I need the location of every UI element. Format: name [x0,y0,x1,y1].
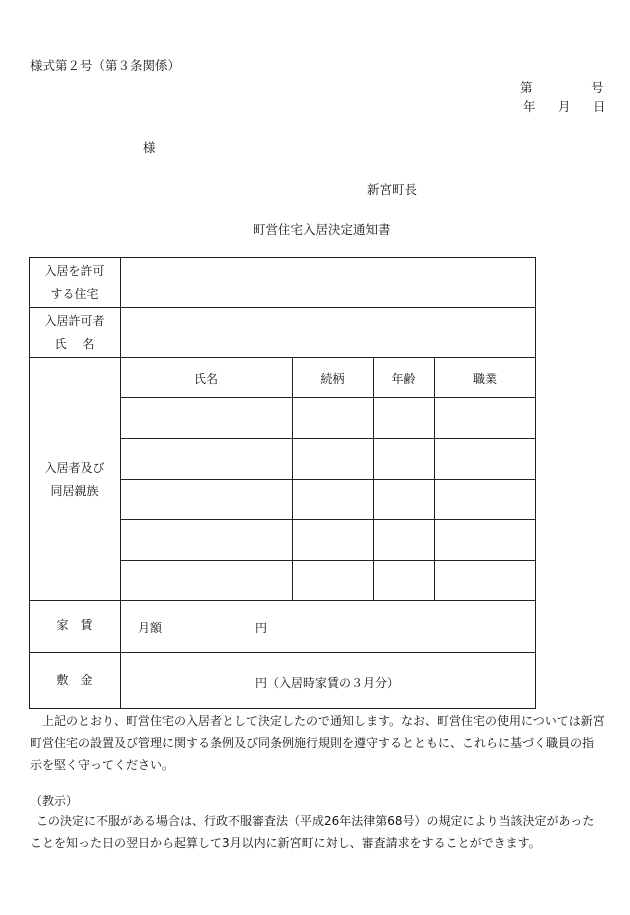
table-divider [29,357,536,358]
family-label [30,457,119,503]
permittee-label-line1: 入居許可者 [44,314,105,328]
sender-name: 新宮町長 [367,182,418,197]
table-divider [434,357,435,600]
family-label-line2: 同居親族 [50,484,99,498]
deposit-label: 敷 金 [56,673,93,687]
notice-body: 上記のとおり、町営住宅の入居者として決定したので通知します。なお、町営住宅の使用については新宮町営住宅の設置及び管理に関する条例及び同条例施行規則を遵守するとともに、これらに基づく職員の指示を堅く守ってください。 [30,714,605,772]
document-title: 町営住宅入居決定通知書 [253,222,391,237]
instruction-heading: （教示） [30,794,79,808]
residence-label [30,260,119,306]
document-number-prefix: 第 [520,80,533,95]
form-number: 様式第２号（第３条関係） [30,58,181,73]
column-name: 氏名 [193,372,218,386]
column-relationship: 続柄 [320,372,345,386]
family-label-line1: 入居者及び [44,461,105,475]
table-divider [29,307,536,308]
residence-label-line1: 入居を許可 [44,264,105,278]
table-divider [120,519,536,520]
table-divider [120,397,536,398]
addressee-honorific: 様 [143,140,156,155]
table-divider [29,652,536,653]
date-day: 日 [593,99,606,114]
table-divider [120,257,121,709]
table-divider [120,560,536,561]
table-divider [120,438,536,439]
rent-label: 家 賃 [56,618,93,632]
deposit-text: 円（入居時家賃の３月分） [255,676,400,690]
rent-monthly-label: 月額 [138,621,163,635]
column-age: 年齢 [391,372,416,386]
instruction-text: この決定に不服がある場合は、行政不服審査法（平成26年法律第68号）の規定により当該決定があったことを知った日の翌日から起算して3月以内に新宮町に対し、審査請求をすることができます。 [30,814,595,850]
residence-label-line2: する住宅 [50,287,99,301]
table-divider [120,479,536,480]
document-number-suffix: 号 [591,80,604,95]
permittee-label-line2: 氏 名 [54,337,95,351]
table-divider [373,357,374,600]
rent-yen-label: 円 [255,621,268,635]
date-month: 月 [558,99,571,114]
column-occupation: 職業 [472,372,497,386]
permittee-label [30,310,119,356]
table-divider [29,600,536,601]
table-divider [292,357,293,600]
date-year: 年 [523,99,536,114]
